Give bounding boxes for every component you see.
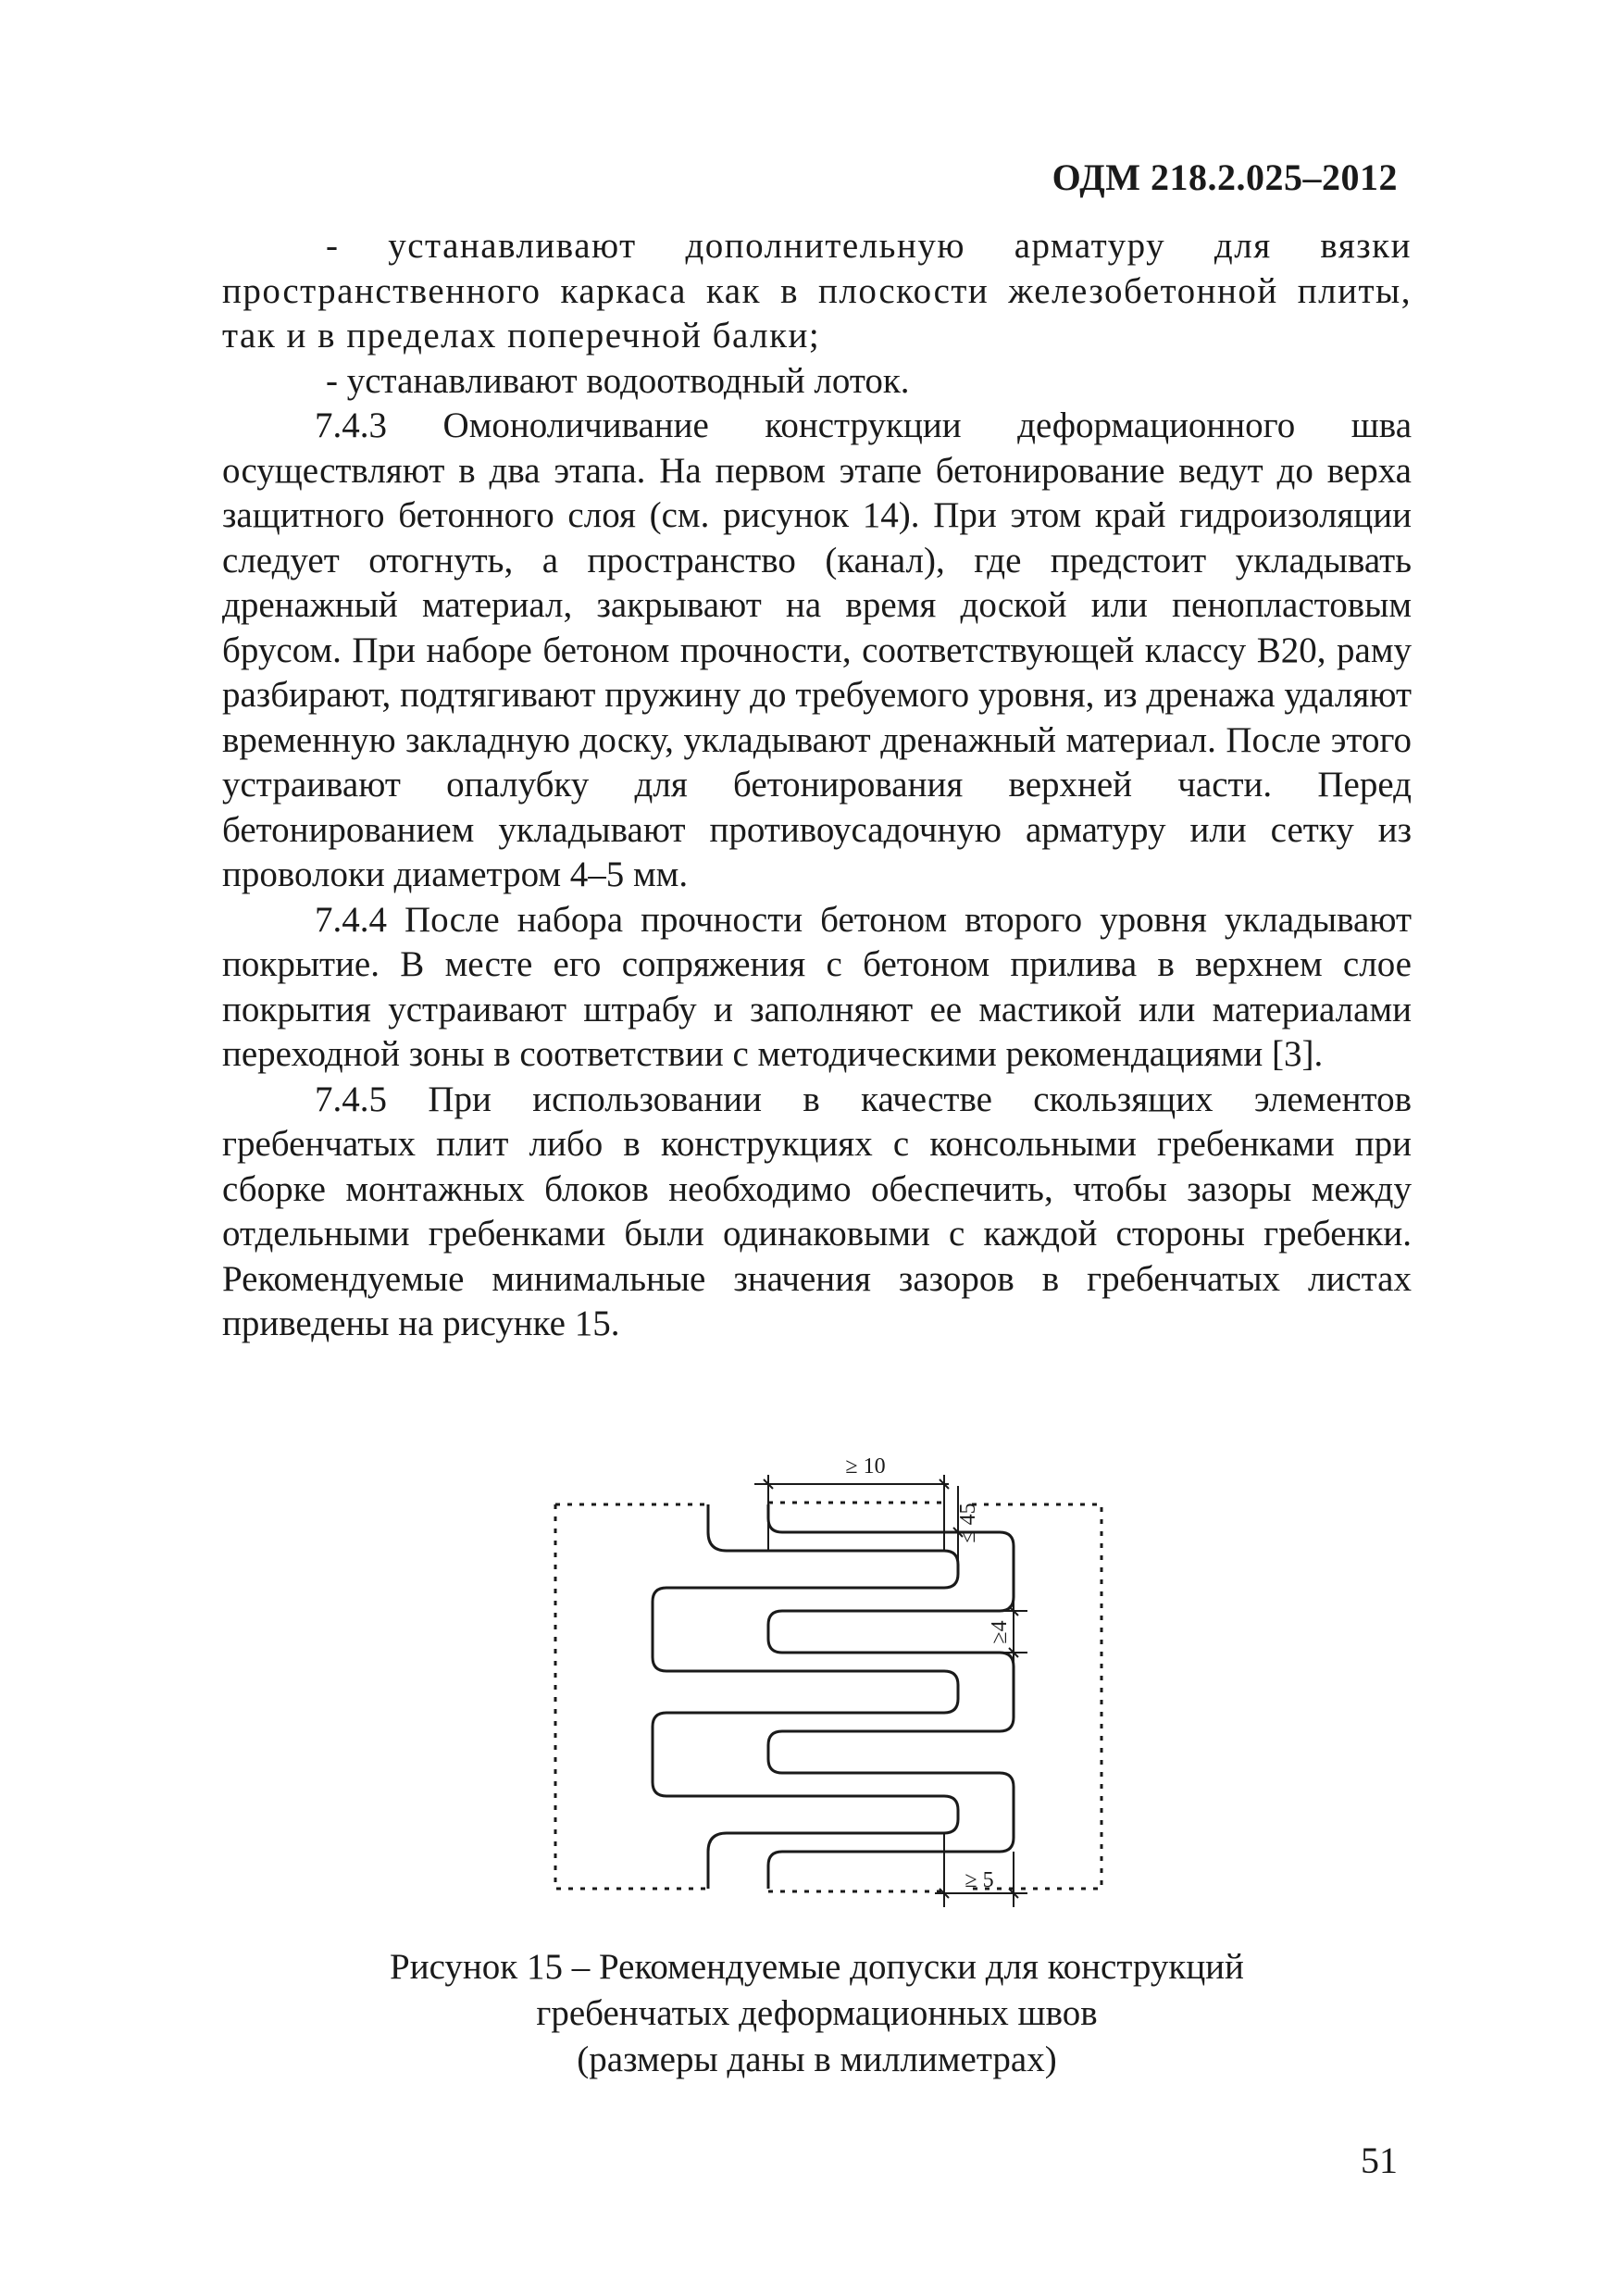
left-plate-outline [555,1504,708,1889]
caption-line-3: (размеры даны в миллиметрах) [577,2040,1057,2079]
paragraph-7-4-4: 7.4.4 После набора прочности бетоном второго уровня укладывают покрытие. В месте его сопряжения с бетоном прилива в верхнем слое покрытия устраивают штрабу и заполняют ее мастикой или материалами переходной зоны в соответствии с методическими рекомендациями [3]. [222,899,1412,1074]
body-text [222,224,1412,1347]
paragraph-item-1: - устанавливают дополнительную арматуру для вязки пространственного каркаса как в плоскости железобетонной плиты, так и в пределах поперечной балки; [222,226,1412,356]
right-comb-outline [768,1504,1014,1889]
dim-bottom-label: ≥ 5 [965,1868,994,1892]
document-code: ОДМ 218.2.025–2012 [1052,156,1398,198]
figure-caption [222,1944,1412,2083]
dim-top-label: ≥ 10 [845,1454,886,1479]
caption-line-1: Рисунок 15 – Рекомендуемые допуски для конструкций [390,1947,1244,1987]
dim-side-top-label: ≤ 45 [956,1503,980,1543]
figure-15-comb-joint [546,1430,1111,1912]
right-plate-outline [972,1504,1101,1889]
dim-side-mid-label: ≥4 [988,1620,1012,1644]
paragraph-7-4-5: 7.4.5 При использовании в качестве скользящих элементов гребенчатых плит либо в конструкциях с консольными гребенками при сборке монтажных блоков необходимо обеспечить, чтобы зазоры между отдельными гребенками были одинаковыми с каждой стороны гребенки. Рекомендуемые минимальные значения зазоров в гребенчатых листах приведены на рисунке 15. [222,1079,1412,1343]
paragraph-item-2: - устанавливают водоотводный лоток. [326,360,910,401]
left-comb-outline [653,1504,958,1889]
paragraph-7-4-3: 7.4.3 Омоноличивание конструкции деформационного шва осуществляют в два этапа. На первом этапе бетонирование ведут до верха защитного бетонного слоя (см. рисунок 14). При этом край гидроизоляции следует отогнуть, а пространство (канал), где предстоит укладывать дренажный материал, закрывают на время доской или пенопластовым брусом. При наборе бетоном прочности, соответствующей классу В20, раму разбирают, подтягивают пружину до требуемого уровня, из дренажа удаляют временную закладную доску, укладывают дренажный материал. После этого устраивают опалубку для бетонирования верхней части. Перед бетонированием укладывают противоусадочную арматуру или сетку из проволоки диаметром 4–5 мм. [222,406,1412,894]
page-number: 51 [1361,2140,1398,2181]
comb-joint-diagram [546,1430,1111,1912]
caption-line-2: гребенчатых деформационных швов [536,1993,1098,2033]
